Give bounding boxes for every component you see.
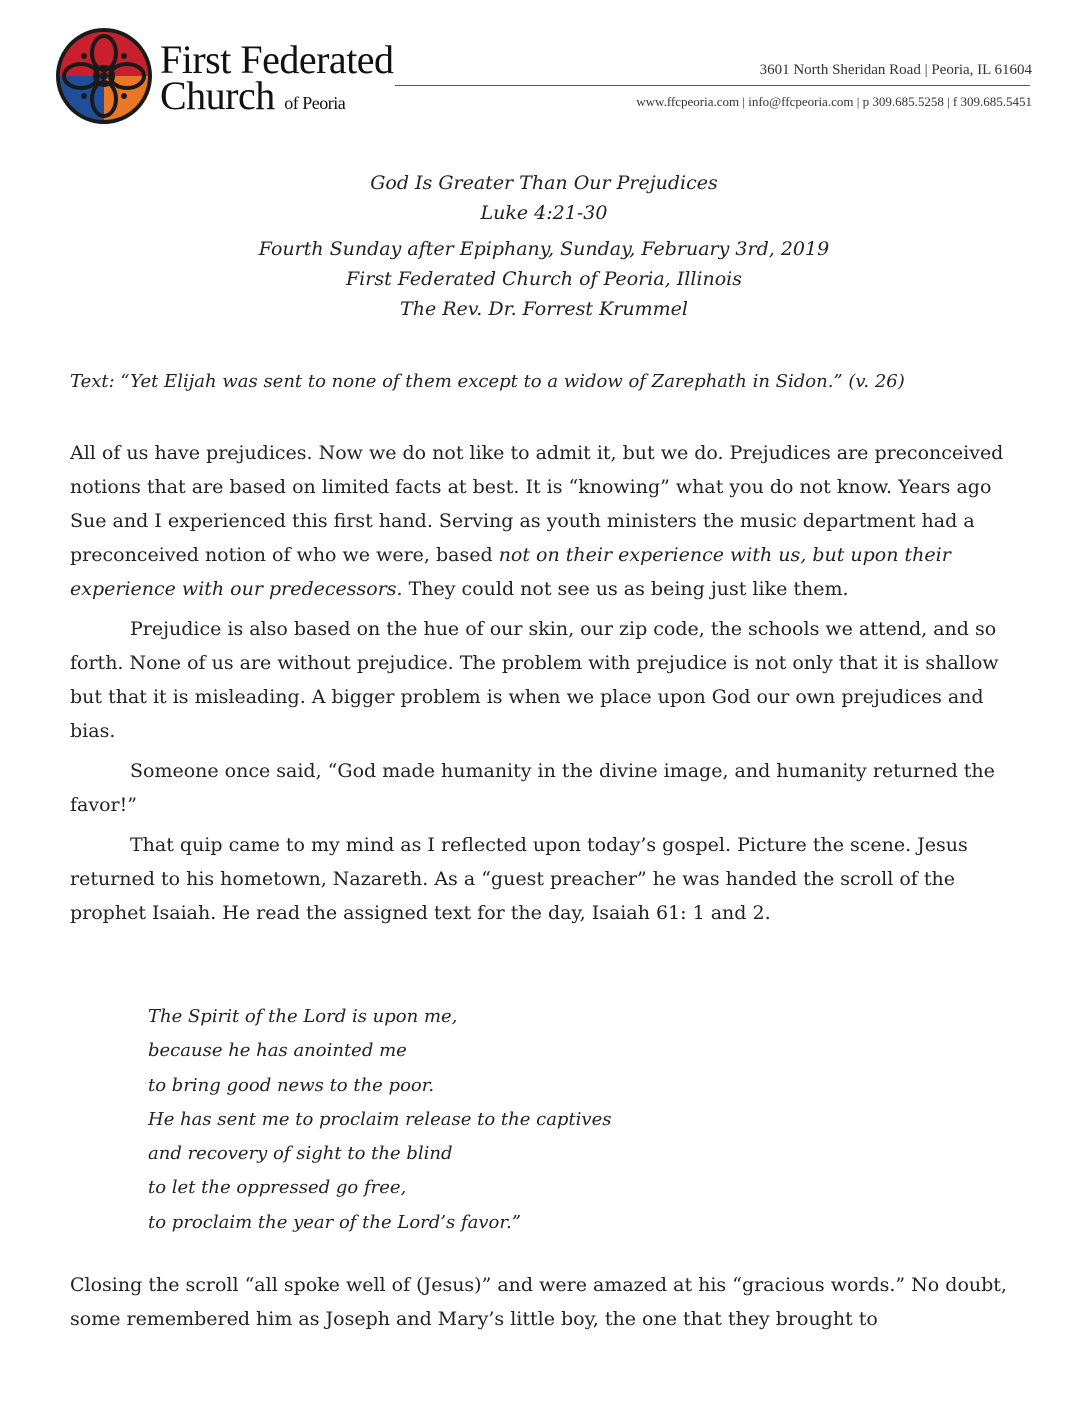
quote-line: to proclaim the year of the Lord’s favor.” [148,1211,521,1233]
paragraph-1-start: All of us have prejudices. Now we do not like to admit it, but we do. Prejudices are preconceived notions that are based on limited facts at best. It is “knowing” what you do not know. Years ago Sue and I experienced this first hand. Serving as youth ministers the music department had a preconceived notion of who we were, based [70,442,1004,566]
paragraph-2: Prejudice is also based on the hue of our skin, our zip code, the schools we attend, and so forth. None of us are without prejudice. The problem with prejudice is not only that it is shallow but that it is misleading. A bigger problem is when we place upon God our own prejudices and bias. [70,618,999,742]
org-name-church: Church [160,73,275,118]
church-contact-info: www.ffcpeoria.com | info@ffcpeoria.com | p 309.685.5258 | f 309.685.5451 [636,94,1032,109]
church-address: 3601 North Sheridan Road | Peoria, IL 61604 [759,62,1032,78]
sermon-title-block [0,168,1088,228]
sermon-info-block [0,234,1088,324]
sermon-title: God Is Greater Than Our Prejudices [370,172,718,194]
organization-name [160,37,394,118]
church-location: First Federated Church of Peoria, Illinois [346,268,742,290]
org-name-line1: First Federated [160,37,394,82]
sermon-body [70,436,1018,936]
quote-line: to let the oppressed go free, [148,1177,407,1199]
letterhead [0,0,1088,130]
church-logo [54,26,154,126]
header-divider [395,85,1030,86]
quote-line: He has sent me to proclaim release to the captives [148,1108,612,1130]
scripture-quote [148,1000,612,1240]
org-name-suffix: of Peoria [284,93,346,113]
scripture-reference: Luke 4:21-30 [480,202,608,224]
org-name-line2 [160,73,394,118]
quote-line: The Spirit of the Lord is upon me, [148,1006,458,1027]
quote-line: because he has anointed me [148,1040,407,1062]
paragraph-1-end: . They could not see us as being just like them. [396,578,849,600]
preacher-name: The Rev. Dr. Forrest Krummel [400,298,688,320]
paragraph-1-emphasis: not on their experience with us, but upon their experience with our predecessors [70,544,951,600]
paragraph-4: That quip came to my mind as I reflected upon today’s gospel. Picture the scene. Jesus returned to his hometown, Nazareth. As a “guest preacher” he was handed the scroll of the prophet Isaiah. He read the assigned text for the day, Isaiah 61: 1 and 2. [70,834,968,924]
sermon-date: Fourth Sunday after Epiphany, Sunday, February 3rd, 2019 [258,238,830,260]
paragraph-3: Someone once said, “God made humanity in the divine image, and humanity returned the favor!” [70,760,995,816]
paragraph-1 [70,436,1018,606]
quote-line: to bring good news to the poor. [148,1074,435,1096]
quote-line: and recovery of sight to the blind [148,1143,453,1165]
sermon-text-verse: Text: “Yet Elijah was sent to none of them except to a widow of Zarephath in Sidon.” (v. 26) [70,371,905,392]
closing-paragraph: Closing the scroll “all spoke well of (Jesus)” and were amazed at his “gracious words.” No doubt, some remembered him as Joseph and Mary’s little boy, the one that they brought to [70,1274,1007,1330]
